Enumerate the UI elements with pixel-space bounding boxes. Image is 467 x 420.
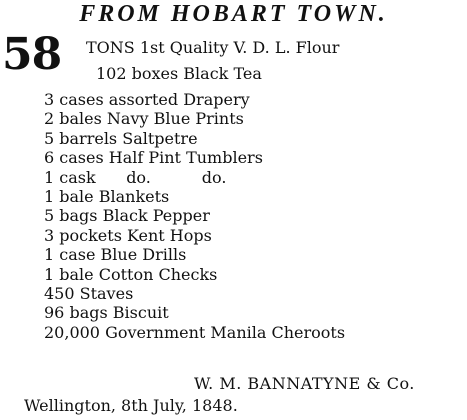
cargo-item: 5 bags Black Pepper (44, 206, 210, 226)
advertisement-heading: FROM HOBART TOWN. (79, 1, 388, 27)
cargo-item: 1 case Blue Drills (44, 245, 187, 265)
cargo-item: 1 cask do. do. (44, 167, 227, 187)
cargo-item: 1 bale Cotton Checks (44, 264, 218, 284)
cargo-item: 6 cases Half Pint Tumblers (44, 148, 263, 168)
merchant-signature: W. M. BANNATYNE & Co. (194, 374, 415, 393)
cargo-list (44, 90, 345, 342)
lead-line-tea: 102 boxes Black Tea (96, 64, 262, 83)
dateline: Wellington, 8th July, 1848. (24, 396, 238, 415)
cargo-item: 3 cases assorted Drapery (44, 90, 250, 109)
lead-quantity: 58 (2, 29, 62, 80)
cargo-item: 5 barrels Saltpetre (44, 128, 198, 148)
cargo-item: 2 bales Navy Blue Prints (44, 109, 244, 129)
cargo-item: 3 pockets Kent Hops (44, 225, 212, 245)
cargo-item: 450 Staves (44, 283, 134, 303)
cargo-item: 1 bale Blankets (44, 186, 170, 206)
cargo-item: 20,000 Government Manila Cheroots (44, 322, 346, 342)
cargo-item: 96 bags Biscuit (44, 303, 169, 323)
lead-line-flour: TONS 1st Quality V. D. L. Flour (86, 38, 340, 57)
